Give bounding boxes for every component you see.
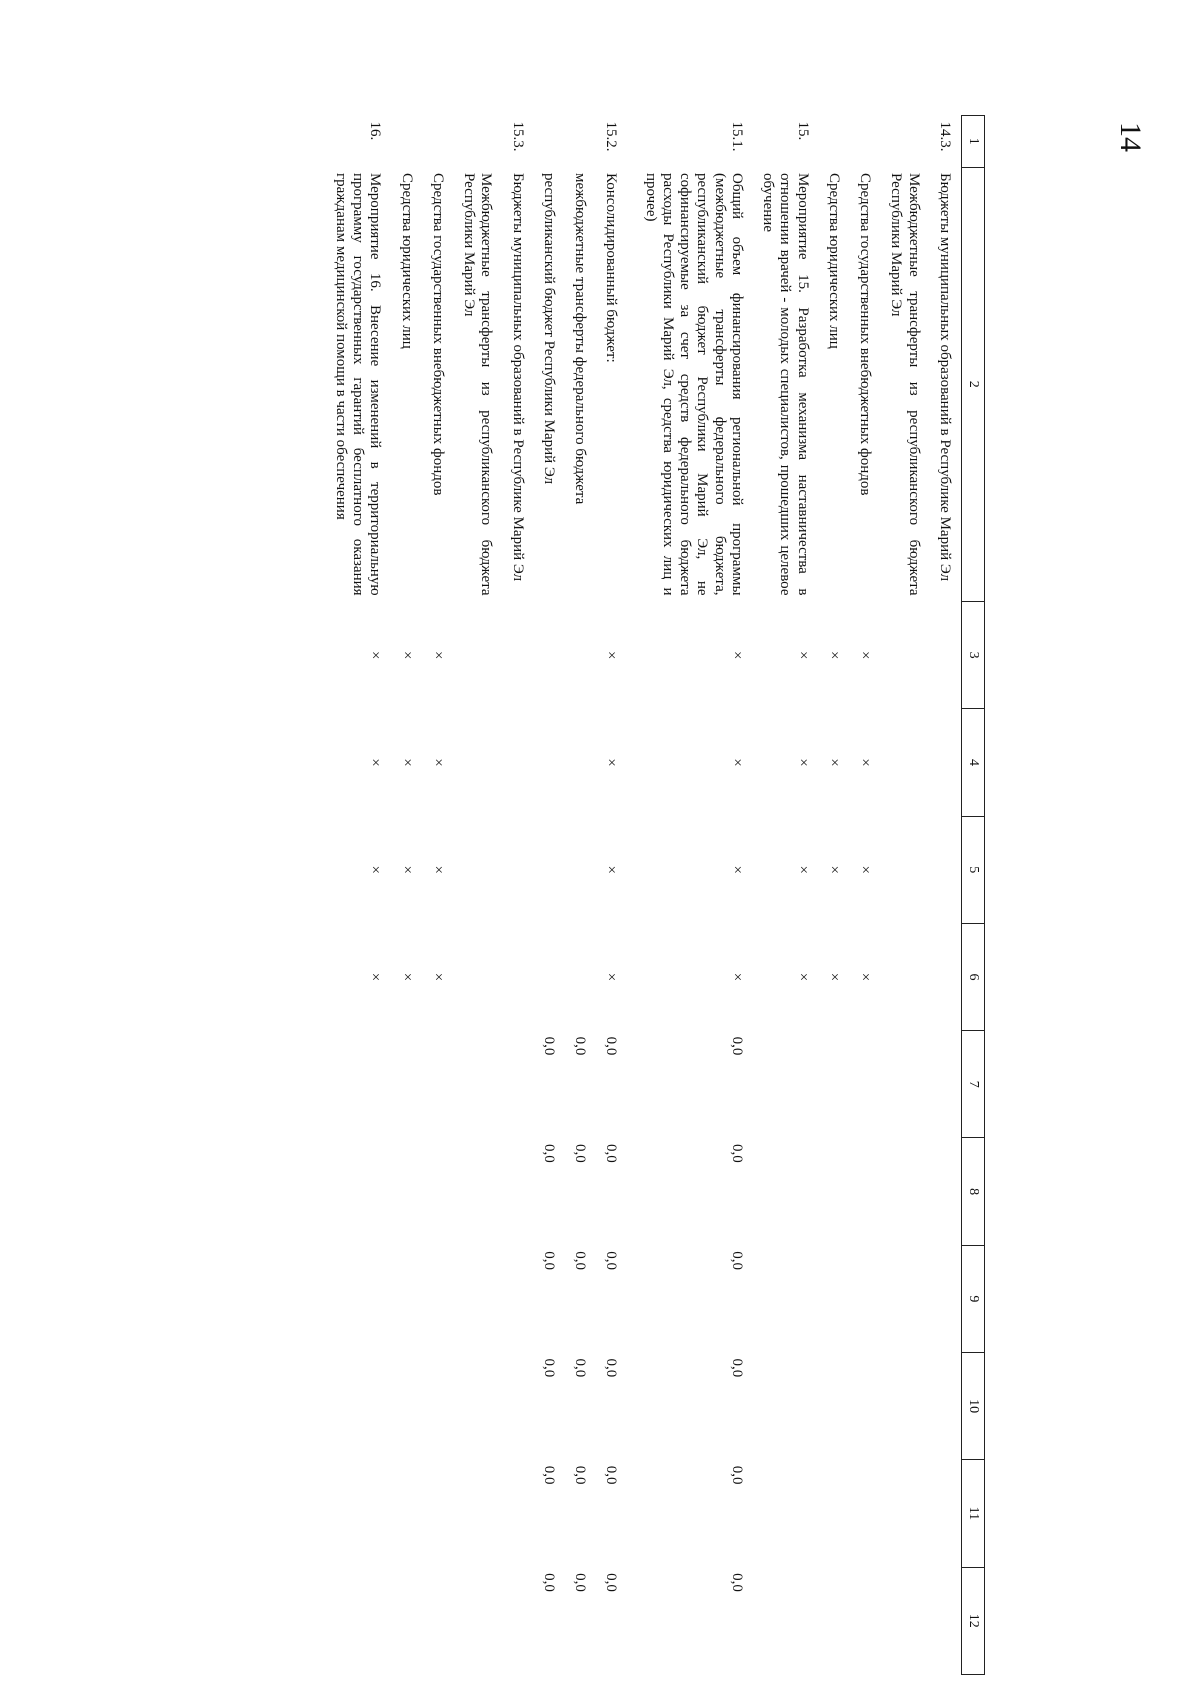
table-cell — [753, 1031, 819, 1138]
table-cell — [881, 1138, 930, 1245]
table-row — [565, 116, 596, 1675]
table-cell: × — [603, 972, 620, 982]
table-cell — [503, 709, 534, 816]
table-cell: 0,0 — [729, 1358, 745, 1378]
row-description: Средства государственных внебюджетных фондов — [430, 173, 446, 496]
table-cell — [819, 1353, 850, 1460]
table-cell: × — [603, 650, 620, 660]
row-description: Межбюджетные трансферты из республиканского бюджета Республики Марий Эл — [461, 173, 495, 596]
table-cell: × — [367, 972, 384, 982]
table-cell — [423, 1460, 454, 1567]
row-description: Средства государственных внебюджетных фондов — [857, 173, 874, 496]
table-row — [423, 116, 454, 1675]
table-cell: × — [826, 972, 842, 982]
table-cell — [454, 1031, 503, 1138]
table-cell: 0,0 — [603, 1573, 620, 1592]
table-cell — [930, 1460, 962, 1567]
row-number — [850, 116, 881, 168]
table-cell — [534, 923, 565, 1030]
table-cell — [326, 1138, 392, 1245]
table-cell — [850, 1031, 881, 1138]
table-cell — [850, 1138, 881, 1245]
table-cell — [454, 923, 503, 1030]
table-cell: 0,0 — [541, 1036, 557, 1056]
table-cell: × — [398, 972, 415, 982]
table-cell — [753, 1245, 819, 1352]
row-number — [565, 116, 596, 168]
column-header: 5 — [962, 816, 985, 923]
column-header: 6 — [962, 923, 985, 1030]
row-description: Бюджеты муниципальных образований в Республике Марий Эл — [937, 173, 953, 582]
table-cell — [850, 1353, 881, 1460]
table-cell: × — [857, 865, 874, 874]
table-cell — [930, 1138, 962, 1245]
column-header: 10 — [962, 1353, 985, 1460]
table-cell — [565, 816, 596, 923]
table-cell — [850, 1567, 881, 1674]
table-row — [819, 116, 850, 1675]
table-cell — [565, 709, 596, 816]
table-cell — [881, 816, 930, 923]
column-header: 12 — [962, 1567, 985, 1674]
table-cell: 0,0 — [572, 1143, 589, 1163]
table-cell: × — [794, 758, 811, 767]
table-cell — [930, 1031, 962, 1138]
table-cell — [881, 1245, 930, 1352]
row-description: Средства юридических лиц — [826, 173, 842, 349]
row-number — [534, 116, 565, 168]
table-cell — [930, 709, 962, 816]
table-cell — [819, 1245, 850, 1352]
table-cell — [454, 1353, 503, 1460]
table-cell — [881, 1567, 930, 1674]
table-cell — [454, 709, 503, 816]
table-cell: × — [826, 758, 842, 767]
table-cell — [423, 1031, 454, 1138]
column-header: 2 — [962, 167, 985, 602]
table-cell — [930, 602, 962, 709]
row-number: 15.1. — [729, 121, 745, 152]
table-cell — [753, 1353, 819, 1460]
table-cell — [326, 1353, 392, 1460]
table-cell — [753, 1138, 819, 1245]
table-cell — [819, 1567, 850, 1674]
table-cell: × — [729, 758, 745, 767]
table-cell: 0,0 — [603, 1465, 620, 1485]
table-cell: 0,0 — [729, 1465, 745, 1485]
table-cell: × — [430, 758, 446, 767]
table-cell — [881, 1353, 930, 1460]
table-cell: × — [367, 865, 384, 874]
table-header-row — [962, 116, 985, 1675]
table-cell: × — [794, 650, 811, 660]
table-cell — [392, 1138, 423, 1245]
table-cell — [534, 602, 565, 709]
table-cell — [881, 602, 930, 709]
table-cell — [503, 923, 534, 1030]
row-number: 15.3. — [509, 121, 526, 152]
table-cell: × — [603, 865, 620, 874]
table-cell — [503, 1138, 534, 1245]
table-cell — [454, 602, 503, 709]
table-cell — [392, 1567, 423, 1674]
row-number — [423, 116, 454, 168]
table-cell: × — [729, 972, 745, 982]
table-cell — [534, 709, 565, 816]
table-row — [454, 116, 503, 1675]
column-header: 1 — [962, 116, 985, 168]
table-cell — [503, 1567, 534, 1674]
table-cell: × — [857, 758, 874, 767]
financing-table — [326, 115, 985, 1675]
table-cell: × — [729, 865, 745, 874]
table-cell: 0,0 — [729, 1036, 745, 1056]
table-cell: 0,0 — [572, 1573, 589, 1592]
table-cell — [423, 1353, 454, 1460]
table-cell: × — [826, 865, 842, 874]
table-cell — [930, 1567, 962, 1674]
row-description: Мероприятие 15. Разработка механизма наставничества в отношении врачей - молодых специалистов, прошедших целевое обучение — [760, 173, 811, 596]
table-cell — [326, 1245, 392, 1352]
table-cell: × — [398, 758, 415, 767]
table-cell: 0,0 — [603, 1036, 620, 1056]
table-row — [392, 116, 423, 1675]
row-number: 16. — [367, 121, 384, 141]
row-number: 14.3. — [937, 121, 953, 152]
table-cell — [454, 816, 503, 923]
row-number — [392, 116, 423, 168]
table-cell — [326, 1031, 392, 1138]
table-cell: × — [794, 865, 811, 874]
table-cell — [503, 1353, 534, 1460]
table-row — [753, 116, 819, 1675]
table-row — [850, 116, 881, 1675]
column-header: 3 — [962, 602, 985, 709]
table-row — [881, 116, 930, 1675]
table-cell — [392, 1460, 423, 1567]
column-header: 7 — [962, 1031, 985, 1138]
table-cell: × — [729, 650, 745, 660]
table-cell — [503, 816, 534, 923]
table-cell: × — [398, 650, 415, 660]
column-header: 9 — [962, 1245, 985, 1352]
row-description: Межбюджетные трансферты из республиканского бюджета Республики Марий Эл — [888, 173, 922, 596]
table-cell: 0,0 — [541, 1251, 557, 1270]
table-row — [596, 116, 627, 1675]
column-header: 8 — [962, 1138, 985, 1245]
table-cell: 0,0 — [572, 1036, 589, 1056]
table-cell — [503, 1245, 534, 1352]
table-cell — [881, 1460, 930, 1567]
table-row — [503, 116, 534, 1675]
table-row — [326, 116, 392, 1675]
table-cell: 0,0 — [541, 1358, 557, 1378]
table-cell — [819, 1138, 850, 1245]
table-cell — [454, 1460, 503, 1567]
table-cell — [326, 1567, 392, 1674]
row-description: Бюджеты муниципальных образований в Республике Марий Эл — [509, 173, 526, 582]
column-header: 4 — [962, 709, 985, 816]
table-cell — [565, 602, 596, 709]
table-cell: × — [367, 650, 384, 660]
column-header: 11 — [962, 1460, 985, 1567]
table-cell — [930, 816, 962, 923]
table-cell: × — [857, 972, 874, 982]
table-cell — [930, 1353, 962, 1460]
row-description: республиканский бюджет Республики Марий Эл — [541, 173, 557, 485]
table-cell: × — [826, 650, 842, 660]
row-number: 15.2. — [603, 121, 620, 152]
table-cell — [392, 1031, 423, 1138]
table-cell — [930, 923, 962, 1030]
table-cell — [423, 1245, 454, 1352]
table-cell — [503, 1031, 534, 1138]
table-cell: 0,0 — [729, 1251, 745, 1270]
table-cell — [850, 1245, 881, 1352]
row-number — [819, 116, 850, 168]
table-cell — [454, 1567, 503, 1674]
row-number — [881, 116, 930, 168]
table-cell: × — [367, 758, 384, 767]
table-cell — [423, 1567, 454, 1674]
table-cell: × — [857, 650, 874, 660]
table-cell: 0,0 — [541, 1143, 557, 1163]
table-cell: × — [398, 865, 415, 874]
table-cell: 0,0 — [603, 1358, 620, 1378]
row-description: Мероприятие 16. Внесение изменений в территориальную программу государственных гарантий бесплатного оказания гражданам медицинской помощи в части обеспечения — [333, 173, 384, 596]
table-cell: 0,0 — [572, 1358, 589, 1378]
table-cell — [423, 1138, 454, 1245]
rotated-table-container — [215, 115, 985, 1675]
table-cell: × — [603, 758, 620, 767]
table-cell — [753, 1460, 819, 1567]
table-cell — [392, 1245, 423, 1352]
table-row — [628, 116, 754, 1675]
table-cell: 0,0 — [603, 1251, 620, 1270]
table-cell — [881, 709, 930, 816]
table-cell — [454, 1245, 503, 1352]
table-cell: × — [430, 972, 446, 982]
table-cell — [819, 1460, 850, 1567]
table-cell — [392, 1353, 423, 1460]
table-cell — [753, 1567, 819, 1674]
table-cell — [503, 1460, 534, 1567]
row-description: Общий объем финансирования региональной программы (межбюджетные трансферты федерального бюджета, республиканский бюджет Республики Марий Эл, не софинансируемые за счет средств федерального бюджета расходы Республики Марий Эл, средства юридических лиц и прочее) — [642, 173, 745, 596]
table-cell: × — [794, 972, 811, 982]
table-cell: 0,0 — [603, 1143, 620, 1163]
table-cell: 0,0 — [541, 1465, 557, 1485]
row-description: Консолидированный бюджет: — [603, 173, 620, 363]
table-cell — [850, 1460, 881, 1567]
table-cell: 0,0 — [729, 1573, 745, 1592]
table-cell — [326, 1460, 392, 1567]
table-cell: 0,0 — [572, 1251, 589, 1270]
table-row — [930, 116, 962, 1675]
table-cell — [503, 602, 534, 709]
table-cell: 0,0 — [729, 1143, 745, 1163]
row-number: 15. — [794, 121, 811, 141]
table-cell — [881, 923, 930, 1030]
row-description: Средства юридических лиц — [398, 173, 415, 349]
table-cell: 0,0 — [572, 1465, 589, 1485]
table-cell: × — [430, 650, 446, 660]
table-cell: × — [430, 865, 446, 874]
table-cell — [930, 1245, 962, 1352]
table-row — [534, 116, 565, 1675]
row-description: межбюджетные трансферты федерального бюджета — [572, 173, 589, 505]
row-number — [454, 116, 503, 168]
table-cell — [881, 1031, 930, 1138]
page-number: 14 — [1114, 122, 1147, 152]
table-cell — [534, 816, 565, 923]
table-cell — [819, 1031, 850, 1138]
table-cell — [565, 923, 596, 1030]
table-cell: 0,0 — [541, 1573, 557, 1592]
table-cell — [454, 1138, 503, 1245]
